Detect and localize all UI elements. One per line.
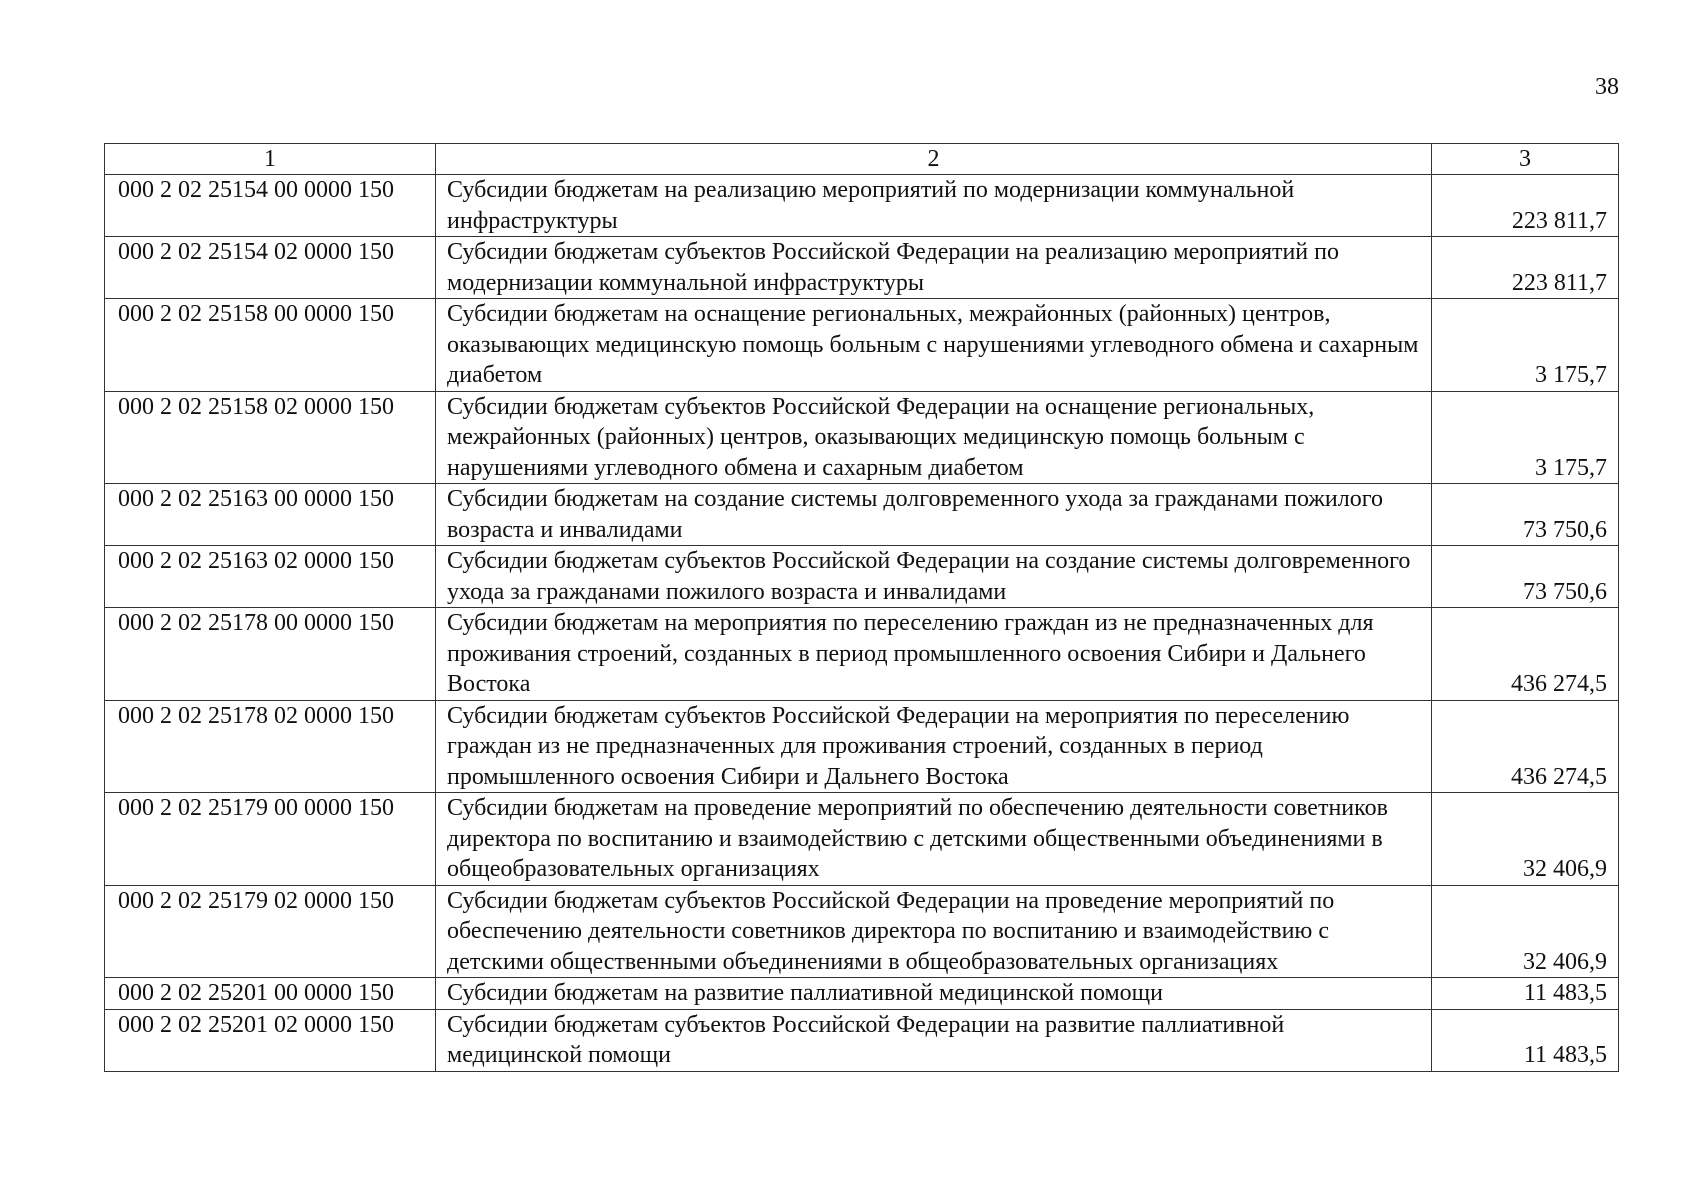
row-code: 000 2 02 25158 02 0000 150 [105, 391, 436, 484]
table-row [105, 299, 1619, 392]
row-name: Субсидии бюджетам на реализацию мероприятий по модернизации коммунальной инфраструктуры [436, 175, 1432, 237]
row-amount: 223 811,7 [1432, 175, 1619, 237]
header-col-3: 3 [1432, 144, 1619, 175]
row-amount: 32 406,9 [1432, 885, 1619, 978]
row-code: 000 2 02 25163 02 0000 150 [105, 546, 436, 608]
row-code: 000 2 02 25178 00 0000 150 [105, 608, 436, 701]
table-row [105, 793, 1619, 886]
row-amount: 436 274,5 [1432, 608, 1619, 701]
row-code: 000 2 02 25201 02 0000 150 [105, 1009, 436, 1071]
row-code: 000 2 02 25158 00 0000 150 [105, 299, 436, 392]
row-name: Субсидии бюджетам субъектов Российской Федерации на мероприятия по переселению граждан из не предназначенных для проживания строений, созданных в период промышленного освоения Сибири и Дальнего Востока [436, 700, 1432, 793]
table-row [105, 608, 1619, 701]
table-row [105, 175, 1619, 237]
table-header [105, 144, 1619, 175]
row-name: Субсидии бюджетам на развитие паллиативной медицинской помощи [436, 978, 1432, 1010]
row-amount: 32 406,9 [1432, 793, 1619, 886]
row-amount: 73 750,6 [1432, 546, 1619, 608]
row-code: 000 2 02 25178 02 0000 150 [105, 700, 436, 793]
table-row [105, 700, 1619, 793]
row-code: 000 2 02 25179 02 0000 150 [105, 885, 436, 978]
row-name: Субсидии бюджетам на проведение мероприятий по обеспечению деятельности советников директора по воспитанию и взаимодействию с детскими общественными объединениями в общеобразовательных организациях [436, 793, 1432, 886]
row-name: Субсидии бюджетам субъектов Российской Федерации на реализацию мероприятий по модернизации коммунальной инфраструктуры [436, 237, 1432, 299]
row-name: Субсидии бюджетам на создание системы долговременного ухода за гражданами пожилого возраста и инвалидами [436, 484, 1432, 546]
row-name: Субсидии бюджетам субъектов Российской Федерации на развитие паллиативной медицинской помощи [436, 1009, 1432, 1071]
row-code: 000 2 02 25154 00 0000 150 [105, 175, 436, 237]
budget-table [104, 143, 1619, 1072]
header-col-1: 1 [105, 144, 436, 175]
row-amount: 11 483,5 [1432, 1009, 1619, 1071]
row-name: Субсидии бюджетам субъектов Российской Федерации на создание системы долговременного ухода за гражданами пожилого возраста и инвалидами [436, 546, 1432, 608]
table-row [105, 1009, 1619, 1071]
row-name: Субсидии бюджетам субъектов Российской Федерации на проведение мероприятий по обеспечению деятельности советников директора по воспитанию и взаимодействию с детскими общественными объединениями в общеобразовательных организациях [436, 885, 1432, 978]
row-name: Субсидии бюджетам на оснащение региональных, межрайонных (районных) центров, оказывающих медицинскую помощь больным с нарушениями углеводного обмена и сахарным диабетом [436, 299, 1432, 392]
table-row [105, 885, 1619, 978]
header-row [105, 144, 1619, 175]
table-row [105, 237, 1619, 299]
table-row [105, 391, 1619, 484]
row-name: Субсидии бюджетам на мероприятия по переселению граждан из не предназначенных для проживания строений, созданных в период промышленного освоения Сибири и Дальнего Востока [436, 608, 1432, 701]
row-amount: 223 811,7 [1432, 237, 1619, 299]
row-amount: 11 483,5 [1432, 978, 1619, 1010]
row-code: 000 2 02 25179 00 0000 150 [105, 793, 436, 886]
table-row [105, 978, 1619, 1010]
table-row [105, 546, 1619, 608]
header-col-2: 2 [436, 144, 1432, 175]
row-code: 000 2 02 25163 00 0000 150 [105, 484, 436, 546]
row-amount: 73 750,6 [1432, 484, 1619, 546]
row-name: Субсидии бюджетам субъектов Российской Федерации на оснащение региональных, межрайонных (районных) центров, оказывающих медицинскую помощь больным с нарушениями углеводного обмена и сахарным диабетом [436, 391, 1432, 484]
table-body [105, 175, 1619, 1072]
row-code: 000 2 02 25154 02 0000 150 [105, 237, 436, 299]
row-amount: 436 274,5 [1432, 700, 1619, 793]
row-amount: 3 175,7 [1432, 391, 1619, 484]
row-amount: 3 175,7 [1432, 299, 1619, 392]
row-code: 000 2 02 25201 00 0000 150 [105, 978, 436, 1010]
table-row [105, 484, 1619, 546]
page-number: 38 [1595, 74, 1619, 100]
